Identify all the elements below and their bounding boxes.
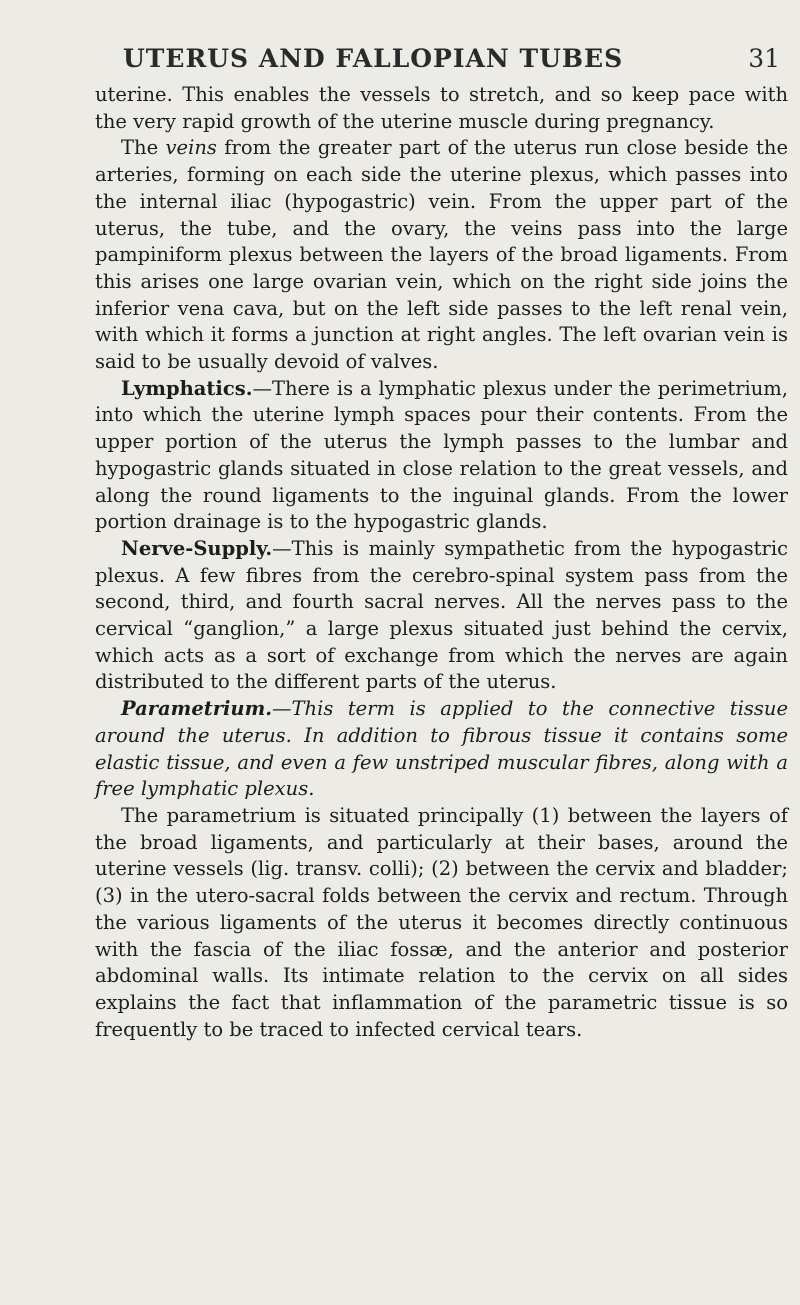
paragraph-text: —There is a lymphatic plexus under the perimetrium, into which the uterine lymph spaces pour their contents. From the upper portion of the uterus the lymph passes to the lumbar and hypogastric glands situated in close relation to the great vessels, and along the round ligaments to the inguinal glands. From the lower portion drainage is to the hypogastric glands. [95, 376, 788, 534]
paragraph-text: from the greater part of the uterus run close beside the arteries, forming on each side the uterine plexus, which passes into the internal iliac (hypogastric) vein. From the upper part of the uterus, the tube, and the ovary, the veins pass into the large pampiniform plexus between the layers of the broad ligaments. From this arises one large ovarian vein, which on the right side joins the inferior vena cava, but on the left side passes to the left renal vein, with which it forms a junction at right angles. The left ovarian vein is said to be usually devoid of valves. [95, 136, 788, 374]
paragraph-lymphatics [95, 376, 788, 536]
body-text [95, 82, 788, 1043]
running-title: UTERUS AND FALLOPIAN TUBES [123, 44, 624, 73]
paragraph-veins [95, 135, 788, 375]
section-heading-parametrium: Parametrium. [121, 697, 273, 721]
paragraph-text: —This is mainly sympathetic from the hypogastric plexus. A few fibres from the cerebro-spinal system pass from the second, third, and fourth sacral nerves. All the nerves pass to the cervical “ganglion,” a large plexus situated just behind the cervix, which acts as a sort of exchange from which the nerves are again distributed to the different parts of the uterus. [95, 536, 788, 694]
paragraph-text: uterine. This enables the vessels to stretch, and so keep pace with the very rapid growth of the uterine muscle during pregnancy. [95, 83, 788, 133]
paragraph-text: The [121, 136, 166, 160]
paragraph-parametrium [95, 696, 788, 803]
term-veins: veins [165, 136, 217, 160]
paragraph-text: —This term is applied to the connective tissue around the uterus. In addition to fibrous tissue it contains some elastic tissue, and even a few unstriped muscular fibres, along with a free lymphatic plexus. [95, 697, 788, 801]
paragraph-uterine-continuation [95, 82, 788, 135]
paragraph-nerve-supply [95, 536, 788, 696]
section-heading-lymphatics: Lymphatics. [121, 376, 253, 400]
paragraph-parametrium-location [95, 803, 788, 1043]
section-heading-nerve-supply: Nerve-Supply. [121, 536, 273, 560]
running-head [95, 0, 788, 73]
page-number: 31 [748, 44, 780, 73]
paragraph-text: The parametrium is situated principally (1) between the layers of the broad ligaments, and particularly at their bases, around the uterine vessels (lig. transv. colli); (2) between the cervix and bladder; (3) in the utero-sacral folds between the cervix and rectum. Through the various ligaments of the uterus it becomes directly continuous with the fascia of the iliac fossæ, and the anterior and posterior abdominal walls. Its intimate relation to the cervix on all sides explains the fact that inflammation of the parametric tissue is so frequently to be traced to infected cervical tears. [95, 803, 788, 1041]
